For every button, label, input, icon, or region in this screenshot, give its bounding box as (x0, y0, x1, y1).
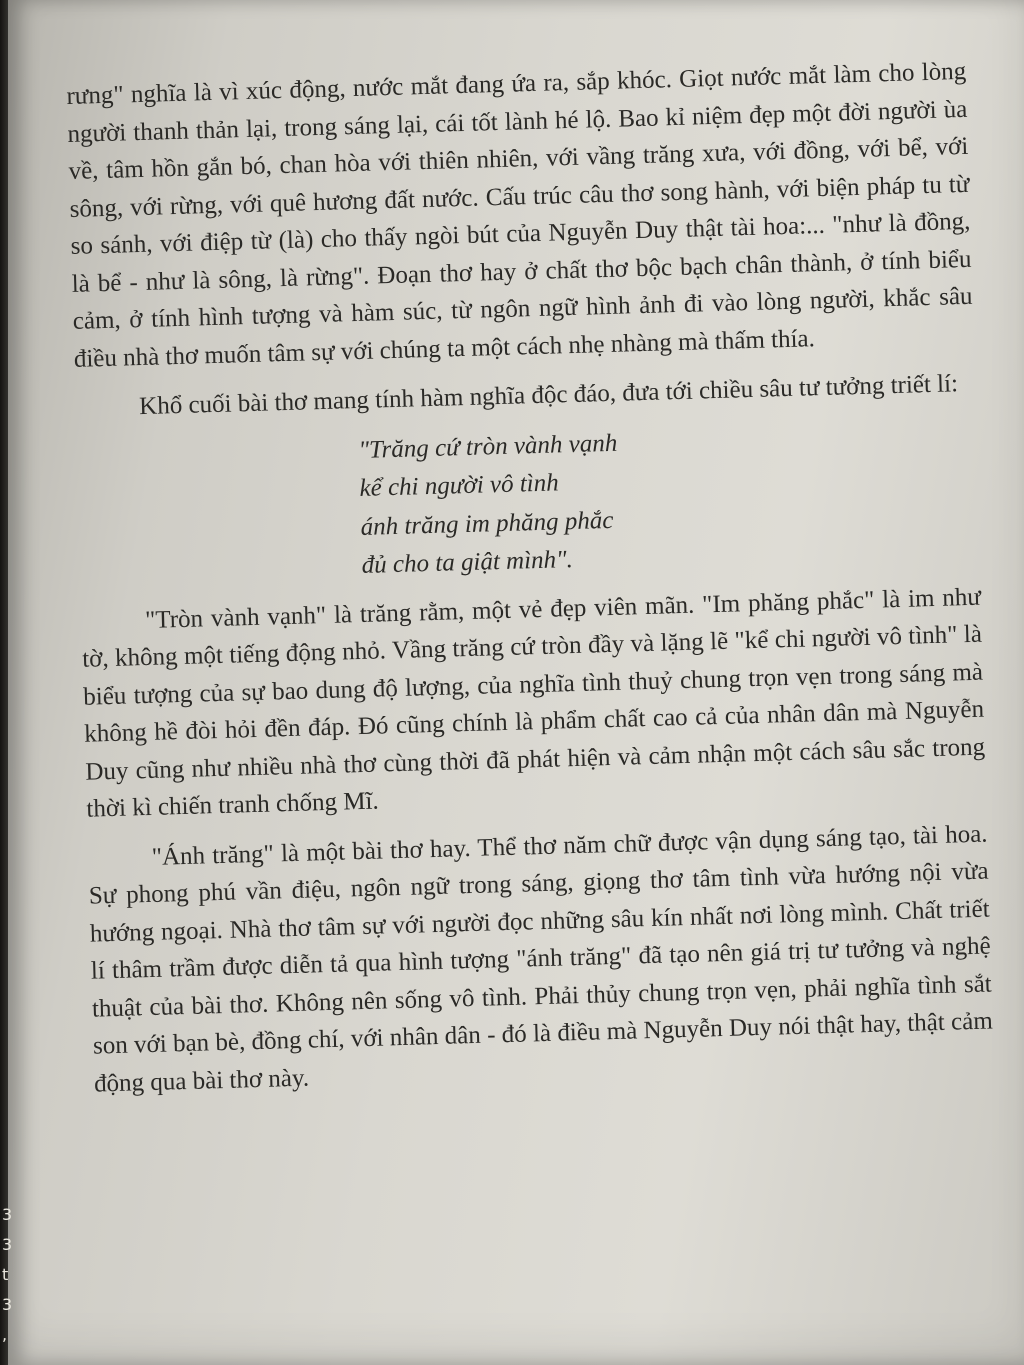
poem-line-4: đủ cho ta giật mình". (361, 546, 574, 579)
paragraph-4: "Ánh trăng" là một bài thơ hay. Thể thơ năm chữ được vận dụng sáng tạo, tài hoa. Sự phong phú vần điệu, ngôn ngữ trong sáng, giọng thơ tâm tình vừa hướng nội vừa hướng ngoại. Nhà thơ tâm sự với người đọc những sâu kín nhất nơi lòng mình. Chất triết lí thâm trầm được diễn tả qua hình tượng "ánh trăng" đã tạo nên giá trị tư tưởng và nghệ thuật của bài thơ. Không nên sống vô tình. Phải thủy chung trọn vẹn, phải nghĩa tình sắt son với bạn bè, đồng chí, với nhân dân - đó là điều mà Nguyễn Duy nói thật hay, thật cảm động qua bài thơ này. (88, 820, 994, 1098)
book-page (8, 0, 1024, 1365)
margin-mark-5: , (2, 1325, 8, 1344)
margin-mark-3: t (2, 1265, 9, 1284)
margin-mark-2: 3 (2, 1235, 13, 1254)
margin-marks (2, 1200, 12, 1350)
margin-mark-1: 3 (2, 1205, 13, 1224)
poem-line-1: "Trăng cứ tròn vành vạnh (358, 429, 618, 464)
page-text (66, 53, 995, 1115)
margin-mark-4: 3 (2, 1295, 13, 1314)
paragraph-3: "Tròn vành vạnh" là trăng rằm, một vẻ đẹp viên mãn. "Im phăng phắc" là im như tờ, không một tiếng động nhỏ. Vầng trăng cứ tròn đầy và lặng lẽ "kể chi người vô tình" là biểu tượng của sự bao dung độ lượng, của nghĩa tình thuỷ chung trọn vẹn trong sáng mà không hề đòi hỏi đền đáp. Đó cũng chính là phẩm chất cao cả của nhân dân mà Nguyễn Duy cũng như nhiều nhà thơ cùng thời đã phát hiện và cảm nhận một cách sâu sắc trong thời kì chiến tranh chống Mĩ. (81, 583, 986, 823)
paragraph-1: rưng" nghĩa là vì xúc động, nước mắt đang ứa ra, sắp khóc. Giọt nước mắt làm cho lòng người thanh thản lại, trong sáng lại, cái tốt lành hé lộ. Bao kỉ niệm đẹp một đời người ùa về, tâm hồn gắn bó, chan hòa với thiên nhiên, với vầng trăng xưa, với đồng, với bể, với sông, với rừng, với quê hương đất nước. Cấu trúc câu thơ song hành, với biện pháp tu từ so sánh, với điệp từ (là) cho thấy ngòi bút của Nguyễn Duy thật tài hoa:... "như là đồng, là bể - như là sông, là rừng". Đoạn thơ hay ở chất thơ bộc bạch chân thành, ở tính biểu cảm, ở tính hình tượng và hàm súc, từ ngôn ngữ hình ảnh đi vào lòng người, khắc sâu điều nhà thơ muốn tâm sự với chúng ta một cách nhẹ nhàng mà thấm thía. (66, 57, 973, 373)
paragraph-2: Khổ cuối bài thơ mang tính hàm nghĩa độc đáo, đưa tới chiều sâu tư tưởng triết lí: (138, 370, 959, 421)
poem-quote (358, 414, 980, 585)
poem-line-2: kể chi người vô tình (359, 469, 560, 502)
poem-line-3: ánh trăng im phăng phắc (360, 506, 614, 541)
